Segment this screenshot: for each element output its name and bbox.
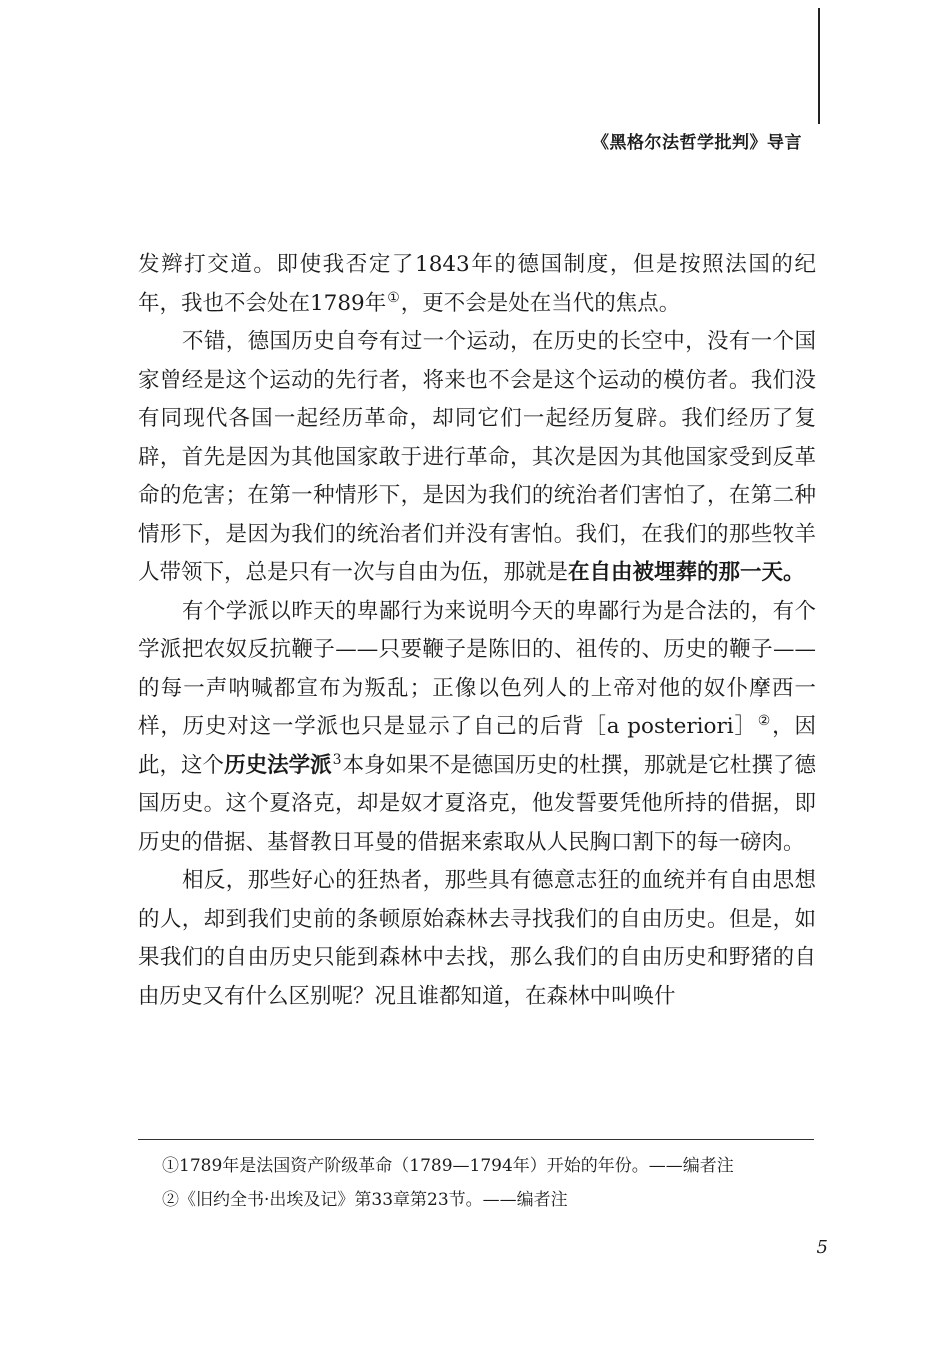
page-number: 5 xyxy=(816,1237,828,1258)
paragraph-4-text: 相反，那些好心的狂热者，那些具有德意志狂的血统并有自由思想的人，却到我们史前的条顿原始森林去寻找我们的自由历史。但是，如果我们的自由历史只能到森林中去找，那么我们的自由历史和野猪的自由历史又有什么区别呢？况且谁都知道，在森林中叫唤什 xyxy=(138,868,816,1009)
paragraph-1 xyxy=(138,246,816,323)
footnote-ref-1[interactable]: ① xyxy=(387,289,400,306)
footnote-divider xyxy=(138,1139,814,1140)
endnote-ref-3[interactable]: 3 xyxy=(332,751,342,768)
paragraph-3 xyxy=(138,593,816,863)
footnote-2: ②《旧约全书·出埃及记》第33章第23节。——编者注 xyxy=(162,1190,568,1210)
footnotes xyxy=(162,1149,822,1217)
running-header: 《黑格尔法哲学批判》导言 xyxy=(592,133,802,153)
paragraph-2 xyxy=(138,323,816,593)
paragraph-2-text-b: 。 xyxy=(783,560,805,585)
paragraph-4 xyxy=(138,862,816,1016)
paragraph-1-text-a: 发辫打交道。即使我否定了1843年的德国制度，但是按照法国的纪年，我也不会处在1789年 xyxy=(138,252,816,316)
paragraph-2-text-a: 不错，德国历史自夸有过一个运动，在历史的长空中，没有一个国家曾经是这个运动的先行者，将来也不会是这个运动的模仿者。我们没有同现代各国一起经历革命，却同它们一起经历复辟。我们经历了复辟，首先是因为其他国家敢于进行革命，其次是因为其他国家受到反革命的危害；在第一种情形下，是因为我们的统治者们害怕了，在第二种情形下，是因为我们的统治者们并没有害怕。我们，在我们的那些牧羊人带领下，总是只有一次与自由为伍，那就是 xyxy=(138,329,816,585)
paragraph-3-emphasis: 历史法学派 xyxy=(224,752,332,778)
paragraph-3-text-a: 有个学派以昨天的卑鄙行为来说明今天的卑鄙行为是合法的，有个学派把农奴反抗鞭子——只要鞭子是陈旧的、祖传的、历史的鞭子——的每一声呐喊都宣布为叛乱；正像以色列人的上帝对他的奴仆摩西一样，历史对这一学派也只是显示了自己的后背［a posteriori］ xyxy=(138,598,816,739)
paragraph-2-emphasis: 在自由被埋葬的那一天 xyxy=(568,560,784,585)
paragraph-1-text-b: ，更不会是处在当代的焦点。 xyxy=(400,290,681,316)
footnote-ref-2[interactable]: ② xyxy=(757,713,772,729)
page-edge-line xyxy=(818,8,820,124)
paragraph-3-text-c: 本身如果不是德国历史的杜撰，那就是它杜撰了德国历史。这个夏洛克，却是奴才夏洛克，他发誓要凭他所持的借据，即历史的借据、基督教日耳曼的借据来索取从人民胸口割下的每一磅肉。 xyxy=(138,752,816,855)
paragraph-3-text-b: ，因此，这个 xyxy=(138,714,816,778)
footnote-1: ①1789年是法国资产阶级革命（1789—1794年）开始的年份。——编者注 xyxy=(162,1156,734,1176)
body-text xyxy=(138,246,816,1016)
